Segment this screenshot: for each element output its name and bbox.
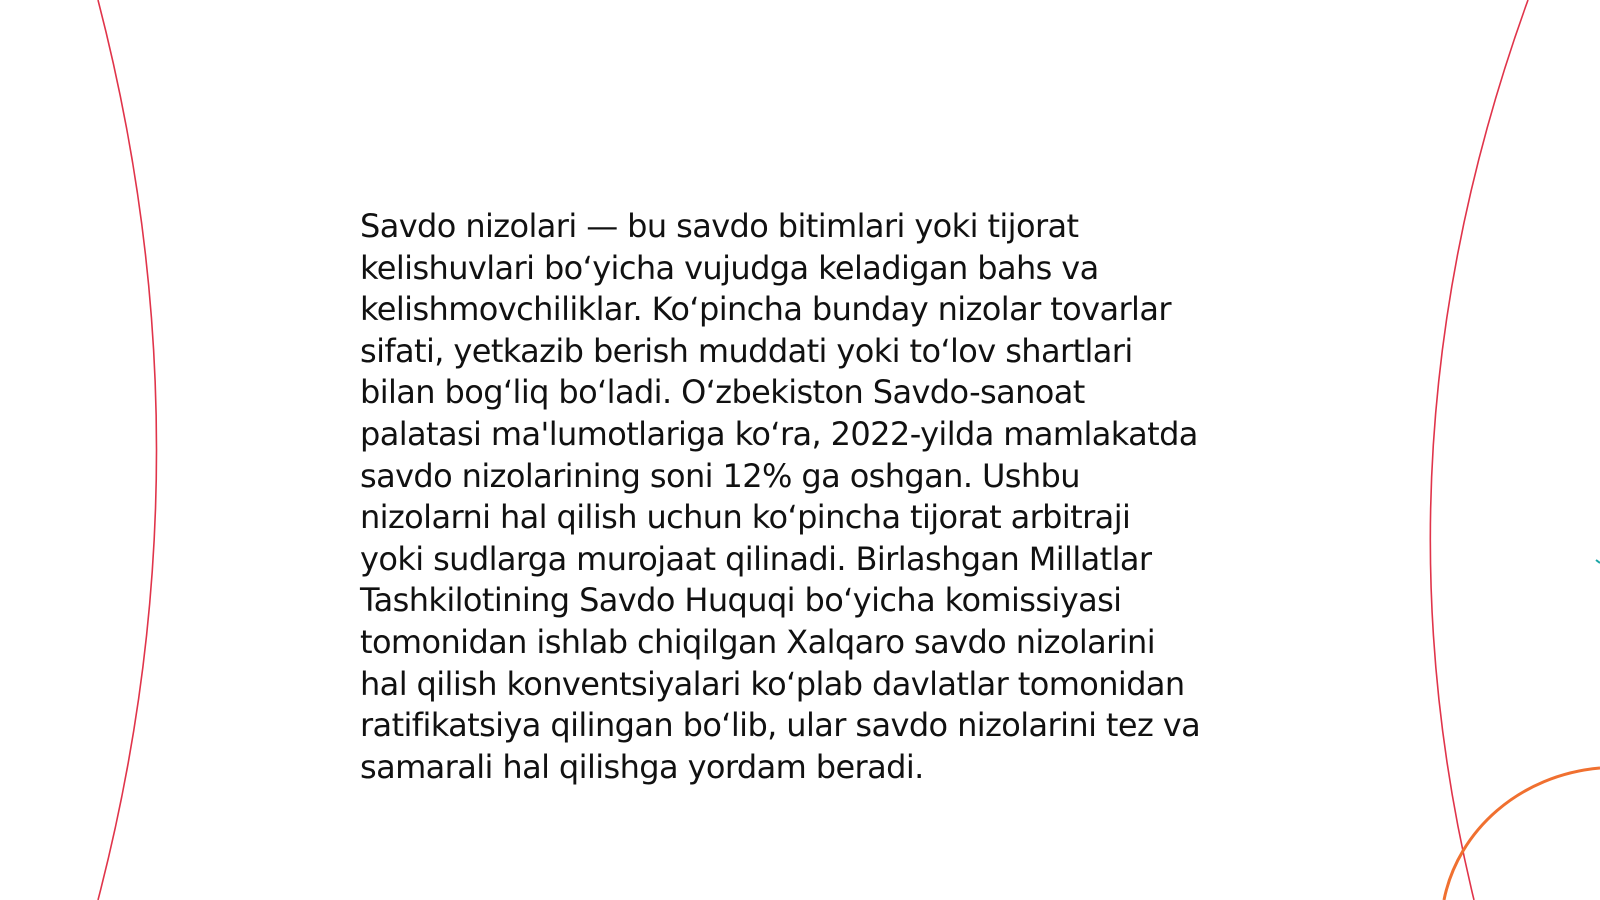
bottom-right-orange-arc bbox=[1444, 768, 1600, 900]
right-red-arc bbox=[1430, 0, 1528, 900]
body-paragraph: Savdo nizolari — bu savdo bitimlari yoki tijorat kelishuvlari bo‘yicha vujudga keladigan bahs va kelishmovchiliklar. Ko‘pincha bunday nizolar tovarlar sifati, yetkazib berish muddati yoki to‘lov shartlari bilan bog‘liq bo‘ladi. O‘zbekiston Savdo-sanoat palatasi ma'lumotlariga ko‘ra, 2022-yilda mamlakatda savdo nizolarining soni 12% ga oshgan. Ushbu nizolarni hal qilish uchun ko‘pincha tijorat arbitraji yoki sudlarga murojaat qilinadi. Birlashgan Millatlar Tashkilotining Savdo Huquqi bo‘yicha komissiyasi tomonidan ishlab chiqilgan Xalqaro savdo nizolarini hal qilish konventsiyalari ko‘plab davlatlar tomonidan ratifikatsiya qilingan bo‘lib, ular savdo nizolarini tez va samarali hal qilishga yordam beradi. bbox=[360, 207, 1201, 786]
right-teal-mark bbox=[1596, 560, 1600, 563]
left-red-arc bbox=[98, 0, 157, 900]
